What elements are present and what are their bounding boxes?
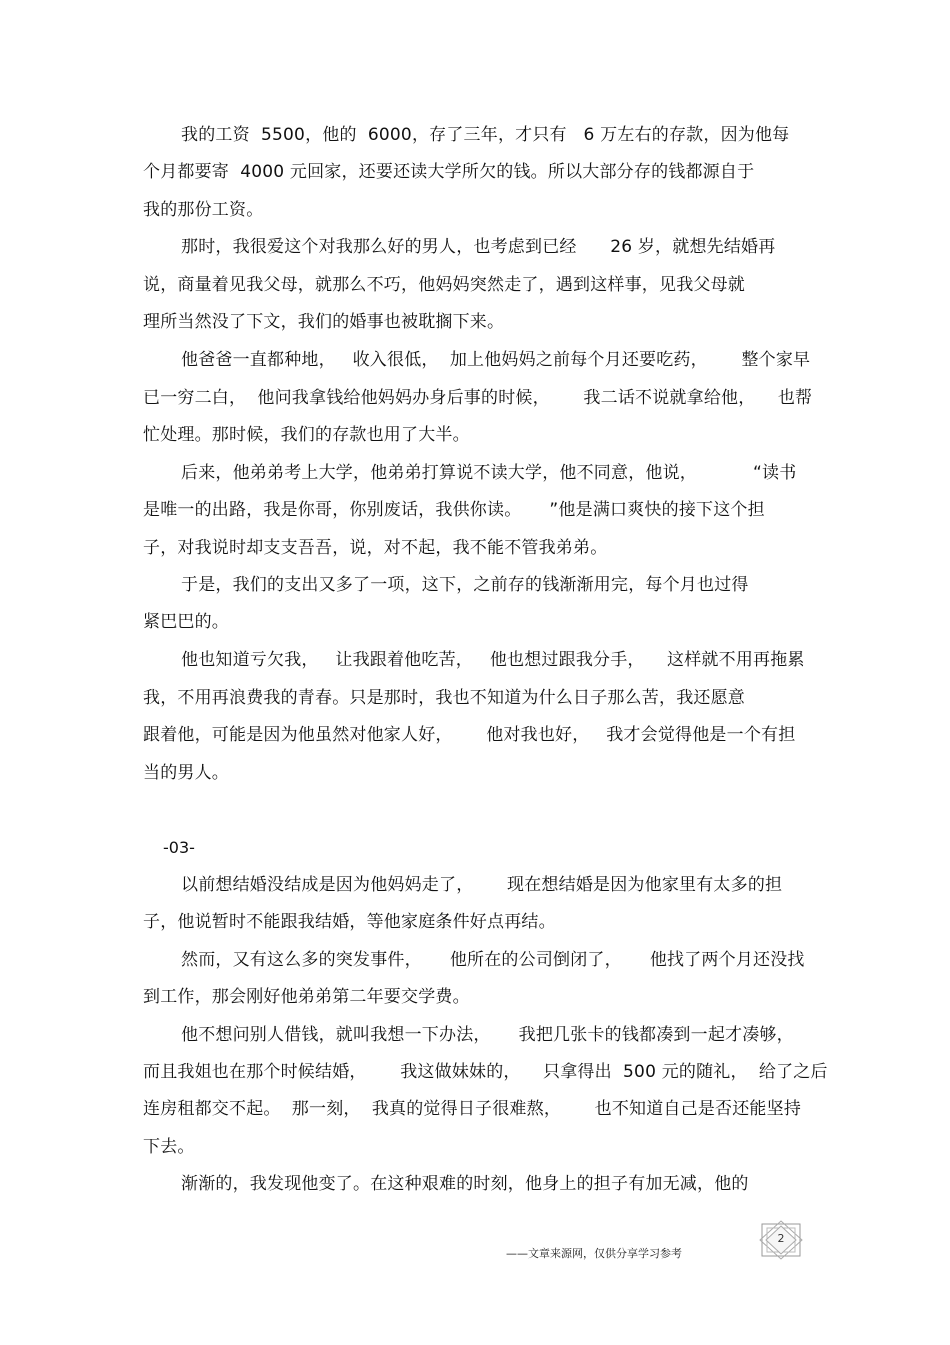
text-line: 说，商量着见我父母，就那么不巧，他妈妈突然走了，遇到这样事，见我父母就 — [143, 275, 745, 295]
text-line: 而且我姐也在那个时候结婚， 我这做妹妹的， 只拿得出 500 元的随礼， 给了之后 — [143, 1062, 828, 1082]
text-line: 他爸爸一直都种地， 收入很低， 加上他妈妈之前每个月还要吃药， 整个家早 — [181, 350, 811, 370]
text-line: 他不想问别人借钱，就叫我想一下办法， 我把几张卡的钱都凑到一起才凑够， — [181, 1025, 794, 1045]
text-line: 我，不用再浪费我的青春。只是那时，我也不知道为什么日子那么苦，我还愿意 — [143, 688, 745, 708]
text-line: 子，对我说时却支支吾吾，说，对不起，我不能不管我弟弟。 — [143, 538, 608, 558]
section-heading: -03- — [163, 838, 195, 857]
text-line: 以前想结婚没结成是因为他妈妈走了， 现在想结婚是因为他家里有太多的担 — [181, 875, 783, 895]
text-line: 然而，又有这么多的突发事件， 他所在的公司倒闭了， 他找了两个月还没找 — [181, 950, 805, 970]
text-line: 已一穷二白， 他问我拿钱给他妈妈办身后事的时候， 我二话不说就拿给他， 也帮 — [143, 388, 813, 408]
text-line: 个月都要寄 4000 元回家，还要还读大学所欠的钱。所以大部分存的钱都源自于 — [143, 162, 755, 182]
text-line: 下去。 — [143, 1137, 195, 1157]
text-line: 我的工资 5500，他的 6000，存了三年，才只有 6 万左右的存款，因为他每 — [181, 125, 790, 145]
text-line: 忙处理。那时候，我们的存款也用了大半。 — [143, 425, 470, 445]
text-line: 跟着他，可能是因为他虽然对他家人好， 他对我也好， 我才会觉得他是一个有担 — [143, 725, 796, 745]
text-line: 我的那份工资。 — [143, 200, 264, 220]
text-line: 到工作，那会刚好他弟弟第二年要交学费。 — [143, 987, 470, 1007]
footer-source-note: ——文章来源网，仅供分享学习参考 — [506, 1247, 682, 1260]
text-line: 是唯一的出路，我是你哥，你别废话，我供你读。 ”他是满口爽快的接下这个担 — [143, 500, 765, 520]
text-line: 当的男人。 — [143, 763, 229, 783]
text-line: 他也知道亏欠我， 让我跟着他吃苦， 他也想过跟我分手， 这样就不用再拖累 — [181, 650, 805, 670]
text-line: 子，他说暂时不能跟我结婚，等他家庭条件好点再结。 — [143, 912, 556, 932]
text-line: 紧巴巴的。 — [143, 612, 229, 632]
text-line: 于是，我们的支出又多了一项，这下，之前存的钱渐渐用完，每个月也过得 — [181, 575, 749, 595]
text-line: 那时，我很爱这个对我那么好的男人，也考虑到已经 26 岁，就想先结婚再 — [181, 237, 776, 257]
text-line: 后来，他弟弟考上大学，他弟弟打算说不读大学，他不同意，他说， “读书 — [181, 463, 797, 483]
text-line: 渐渐的，我发现他变了。在这种艰难的时刻，他身上的担子有加无减，他的 — [181, 1174, 749, 1194]
text-line: 连房租都交不起。 那一刻， 我真的觉得日子很难熬， 也不知道自己是否还能坚持 — [143, 1099, 802, 1119]
page-number: 2 — [777, 1232, 785, 1245]
page-number-badge — [758, 1220, 804, 1260]
text-line: 理所当然没了下文，我们的婚事也被耽搁下来。 — [143, 312, 505, 332]
